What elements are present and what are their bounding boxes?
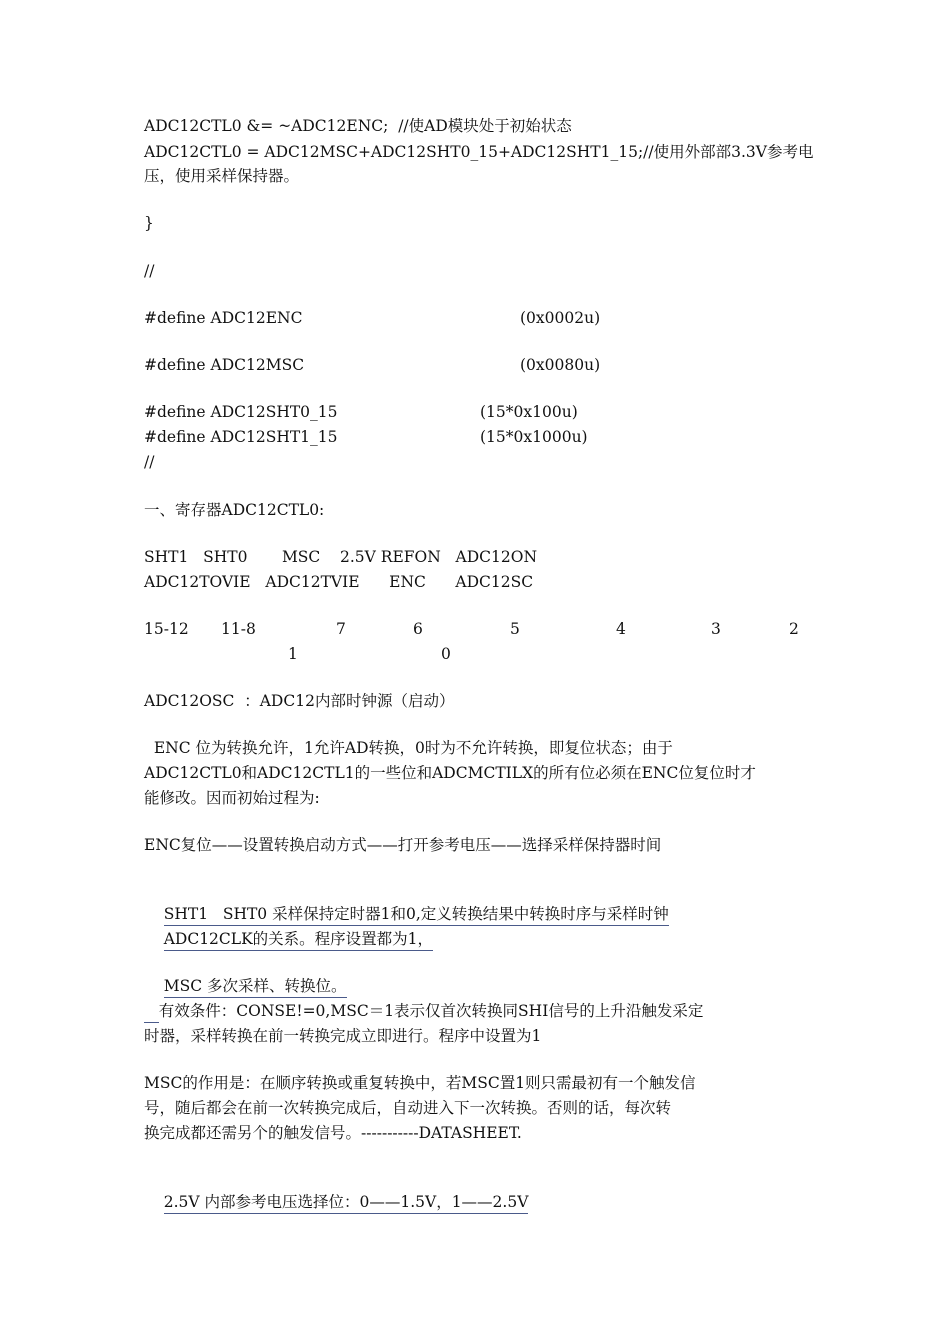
condition-line-2: 时器，采样转换在前一转换完成立即进行。程序中设置为1	[144, 1027, 542, 1045]
adc12osc-description: ADC12OSC ：ADC12内部时钟源（启动）	[144, 692, 455, 710]
code-line-disable-enc: ADC12CTL0 &= ~ADC12ENC; //使AD模块处于初始状态	[144, 117, 572, 135]
closing-brace: }	[144, 214, 154, 232]
msc-paragraph-line-2: 号，随后都会在前一次转换完成后，自动进入下一次转换。否则的话，每次转	[144, 1099, 672, 1117]
define-enc-value: (0x0002u)	[520, 309, 601, 327]
condition-blank	[144, 1002, 159, 1023]
bit-number-15-12: 15-12	[144, 620, 189, 638]
msc-paragraph-line-3: 换完成都还需另个的触发信号。-----------DATASHEET.	[144, 1124, 522, 1142]
define-sht1-value: (15*0x1000u)	[480, 428, 588, 446]
define-enc-name: #define ADC12ENC	[144, 309, 303, 327]
bit-number-4: 4	[616, 620, 626, 638]
bit-number-2: 2	[789, 620, 799, 638]
define-sht0-name: #define ADC12SHT0_15	[144, 403, 338, 421]
register-bits-row-1: SHT1 SHT0 MSC 2.5V REFON ADC12ON	[144, 548, 538, 566]
enc-paragraph-line-2: ADC12CTL0和ADC12CTL1的一些位和ADCMCTILX的所有位必须在ENC位复位时才	[144, 764, 756, 782]
register-section-title: 一、寄存器ADC12CTL0:	[144, 501, 325, 519]
sht-paragraph-line-2: ADC12CLK的关系。程序设置都为1，	[164, 930, 433, 951]
define-msc-value: (0x0080u)	[520, 356, 601, 374]
init-sequence: ENC复位——设置转换启动方式——打开参考电压——选择采样保持器时间	[144, 836, 662, 854]
reference-voltage-select: 2.5V 内部参考电压选择位：0——1.5V，1——2.5V	[164, 1193, 529, 1214]
comment-line-2: //	[144, 453, 155, 471]
enc-paragraph-line-1: ENC 位为转换允许，1允许AD转换，0时为不允许转换，即复位状态；由于	[144, 739, 673, 757]
bit-number-7: 7	[336, 620, 346, 638]
define-sht0-value: (15*0x100u)	[480, 403, 578, 421]
reference-select-wrap	[144, 1169, 528, 1235]
bit-number-5: 5	[510, 620, 520, 638]
comment-line: //	[144, 262, 155, 280]
bit-number-11-8: 11-8	[221, 620, 256, 638]
msc-title: MSC 多次采样、转换位。	[164, 977, 347, 998]
bit-number-0: 0	[441, 645, 451, 663]
bit-number-1: 1	[288, 645, 298, 663]
define-msc-name: #define ADC12MSC	[144, 356, 305, 374]
msc-paragraph-line-1: MSC的作用是：在顺序转换或重复转换中，若MSC置1则只需最初有一个触发信	[144, 1074, 696, 1092]
sht-paragraph-line-1: SHT1 SHT0 采样保持定时器1和0,定义转换结果中转换时序与采样时钟	[164, 905, 669, 926]
register-bits-row-2: ADC12TOVIE ADC12TVIE ENC ADC12SC	[144, 573, 534, 591]
condition-line-1: 有效条件：CONSE!=0,MSC＝1表示仅首次转换同SHI信号的上升沿触发采定	[158, 1002, 704, 1020]
bit-number-3: 3	[711, 620, 721, 638]
define-sht1-name: #define ADC12SHT1_15	[144, 428, 338, 446]
enc-paragraph-line-3: 能修改。因而初始过程为:	[144, 789, 320, 807]
bit-number-6: 6	[413, 620, 423, 638]
condition-line-1-wrap	[144, 1000, 703, 1022]
code-line-config-ctl0-cont: 压，使用采样保持器。	[144, 167, 300, 185]
code-line-config-ctl0: ADC12CTL0 = ADC12MSC+ADC12SHT0_15+ADC12SHT1_15;//使用外部部3.3V参考电	[144, 143, 814, 161]
